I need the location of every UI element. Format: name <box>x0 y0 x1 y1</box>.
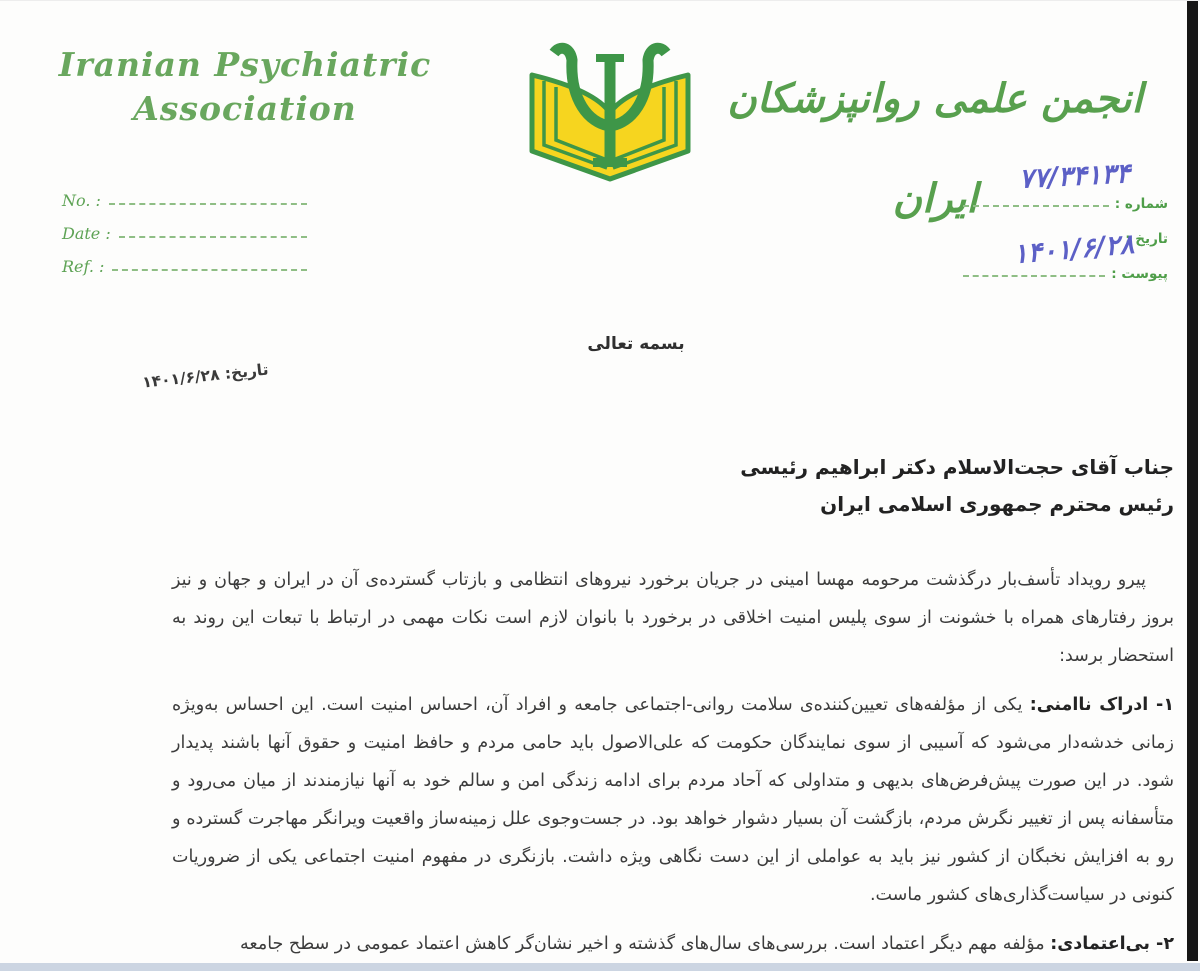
ref-dash-line <box>112 269 307 271</box>
ref-row-date <box>62 210 307 243</box>
paragraph-intro <box>172 561 1174 675</box>
ref-row-ref <box>62 243 307 276</box>
paragraph-1-lead: ۱- ادراک ناامنی: <box>1029 695 1174 715</box>
addressee-title: رئیس محترم جمهوری اسلامی ایران <box>820 492 1174 516</box>
paragraph-1-text: یکی از مؤلفه‌های تعیین‌کننده‌ی سلامت روانی-اجتماعی جامعه و افراد آن، احساس امنیت است. این احساس به‌ویژه زمانی خدشه‌دار می‌شود که آسیبی از سوی نمایندگان حکومت که علی‌الاصول باید حامی مردم و حافظ امنیت و حقوق آنها باشند پدیدار شود. در این صورت پیش‌فرض‌های بدیهی و متداولی که آحاد مردم برای ادامه زندگی امن و سالم خود به آنها نیازمندند از میان می‌رود و متأسفانه پس از تغییر نگرش مردم، بازگشت آن بسیار دشوار خواهد بود. در جست‌وجوی علل زمینه‌ساز واقعیت ویرانگر مهاجرت گسترده و رو به افزایش نخبگان از کشور نیز باید به عواملی از این دست نگاهی ویژه داشت. بازنگری در مفهوم امنیت اجتماعی یکی از ضروریات کنونی در سیاست‌گذاری‌های کشور ماست. <box>172 695 1174 905</box>
letter-date-line: تاریخ: ۱۴۰۱/۶/۲۸ <box>141 360 270 392</box>
addressee-block <box>740 449 1174 523</box>
psi-top-serif <box>596 54 624 62</box>
letterhead-english-title <box>45 43 445 131</box>
ref-row-date-fa <box>963 212 1168 271</box>
ref-dash-line <box>963 275 1105 277</box>
ref-label-date-fa: تاریخ : <box>1125 231 1168 247</box>
letter-body <box>172 561 1174 971</box>
letterhead-persian-title: انجمن علمی روانپزشکان ایران <box>727 76 1143 222</box>
paragraph-2-lead: ۲- بی‌اعتمادی: <box>1050 934 1174 954</box>
bismillah-text: بسمه تعالی <box>587 334 685 354</box>
ref-row-attachment-fa <box>963 247 1168 282</box>
psi-bottom-serif <box>593 158 627 167</box>
ref-label-attachment-fa: پیوست : <box>1111 266 1168 282</box>
paragraph-2-text: مؤلفه مهم دیگر اعتماد است. بررسی‌های سال‌های گذشته و اخیر نشان‌گر کاهش اعتماد عمومی در سطح جامعه <box>240 934 1051 954</box>
ref-label-date: Date : <box>62 224 111 243</box>
ref-dash-line <box>963 205 1109 207</box>
paragraph-intro-text: پیرو رویداد تأسف‌بار درگذشت مرحومه مهسا امینی در جریان برخورد نیروهای انتظامی و بازتاب گسترده‌ی آن در ایران و جهان و نیز بروز رفتارهای همراه با خشونت از سوی پلیس امنیت اخلاقی در برخورد با بانوان لازم است نکات مهمی در ارتباط با تبعات این روند به استحضار برسد: <box>172 570 1174 666</box>
ref-label-no: No. : <box>62 191 101 210</box>
psi-stem-icon <box>605 57 616 165</box>
ref-row-no <box>62 177 307 210</box>
open-book-psi-icon <box>505 27 715 197</box>
english-title-line2: Association <box>133 89 357 128</box>
paragraph-distrust <box>172 925 1174 963</box>
ref-dash-line <box>119 236 307 238</box>
scan-edge-right <box>1187 1 1198 961</box>
ref-row-number-fa <box>963 158 1168 212</box>
addressee-name: جناب آقای حجت‌الاسلام دکتر ابراهیم رئیسی <box>740 455 1174 479</box>
reference-fields-en <box>62 177 307 276</box>
ref-label-number-fa: شماره : <box>1114 196 1168 212</box>
handwritten-letter-date: ۱۴۰۱/۶/۲۸ <box>1011 228 1136 271</box>
ref-label-ref: Ref. : <box>62 257 105 276</box>
english-title-line1: Iranian Psychiatric <box>58 45 432 84</box>
paragraph-insecurity-perception <box>172 686 1174 914</box>
association-logo <box>505 27 715 197</box>
reference-fields-fa <box>963 158 1168 282</box>
ref-dash-line <box>109 203 307 205</box>
handwritten-letter-number: ۷۷/۳۴۱۳۴ <box>1017 158 1131 195</box>
